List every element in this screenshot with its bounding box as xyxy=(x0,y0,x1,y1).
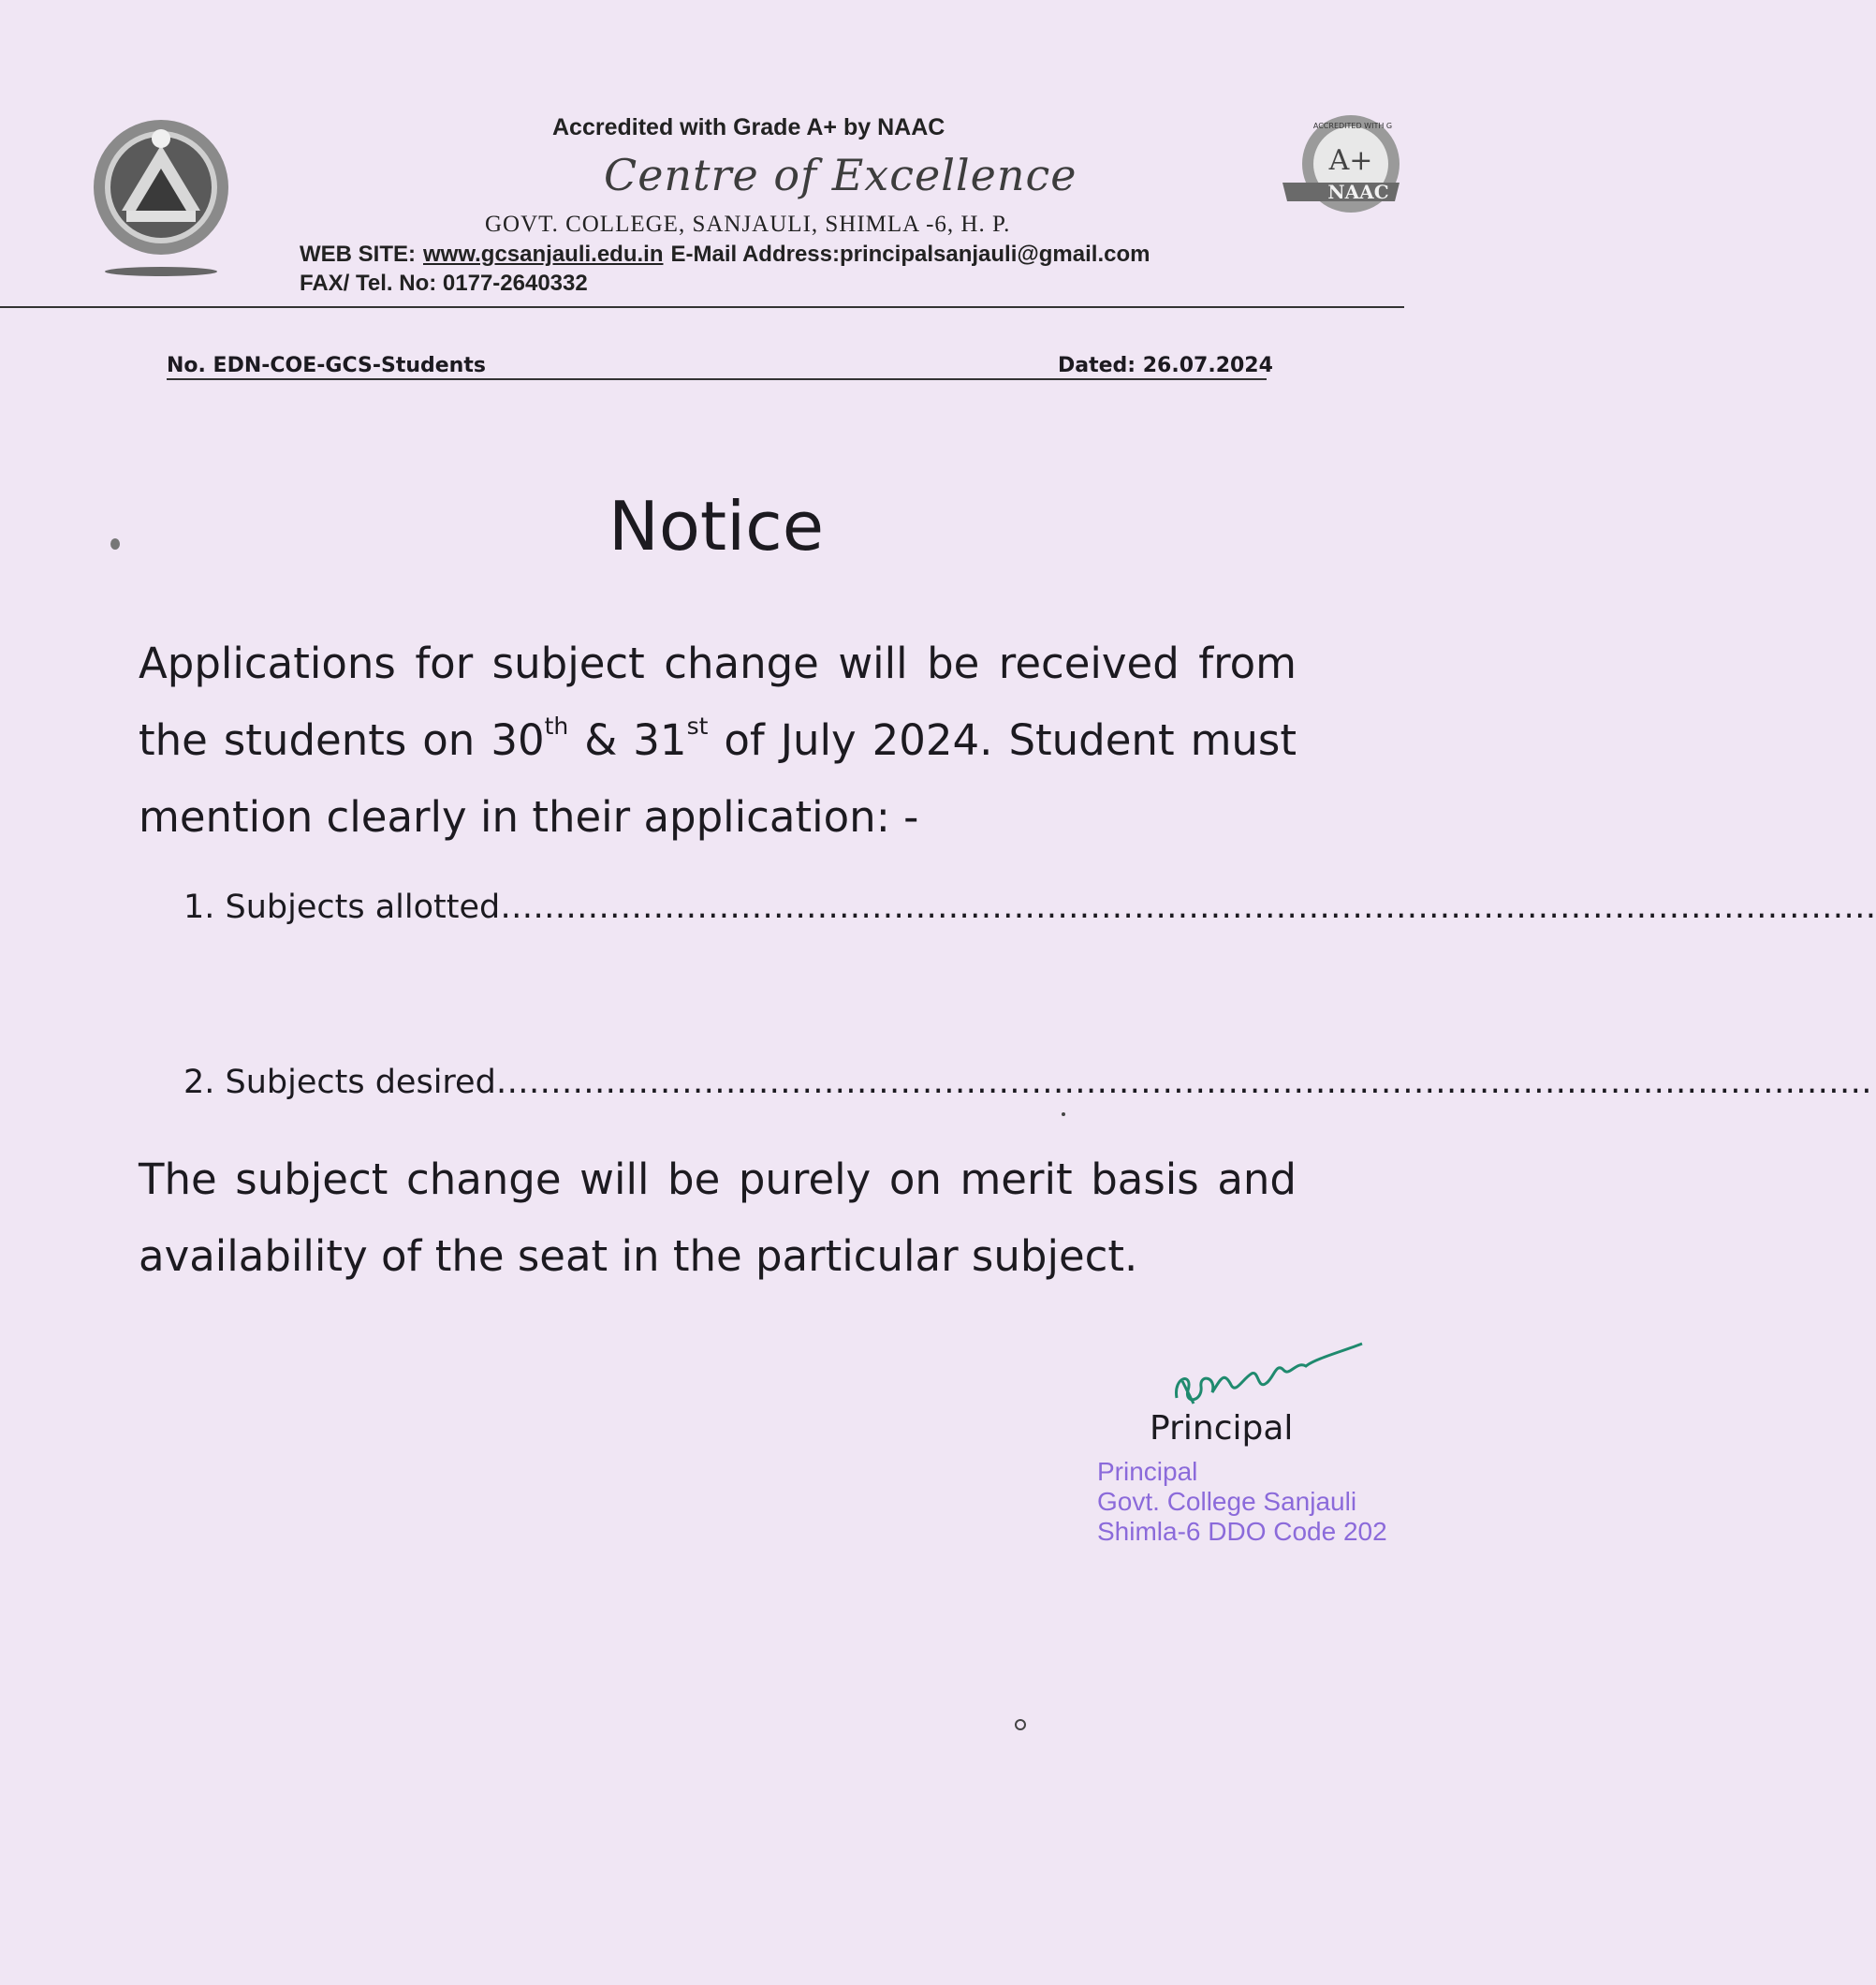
centre-title: Centre of Excellence xyxy=(604,150,1077,200)
stamp-line-1: Principal xyxy=(1097,1457,1198,1486)
naac-grade: A+ xyxy=(1328,144,1373,177)
website-link[interactable]: www.gcsanjauli.edu.in xyxy=(423,242,664,267)
contact-line xyxy=(300,242,1150,268)
stamp-line-2: Govt. College Sanjauli xyxy=(1097,1487,1357,1516)
reference-number: No. EDN-COE-GCS-Students xyxy=(167,354,486,377)
scan-speck xyxy=(1062,1112,1065,1116)
website-label: WEB SITE: xyxy=(300,242,416,267)
principal-label: Principal xyxy=(1150,1409,1294,1448)
scan-speck xyxy=(110,538,120,550)
fax-telephone: FAX/ Tel. No: 0177-2640332 xyxy=(300,271,588,296)
naac-ring-text: ACCREDITED WITH G xyxy=(1312,122,1393,130)
para1-text-a: Applications for subject change will be received from the students on 30 xyxy=(139,639,1297,765)
para1-superscript-2: st xyxy=(686,713,709,740)
para1-superscript-1: th xyxy=(544,713,569,740)
college-emblem-icon xyxy=(89,112,234,276)
college-address: GOVT. COLLEGE, SANJAULI, SHIMLA -6, H. P. xyxy=(485,212,1011,237)
header-divider xyxy=(0,306,1404,308)
notice-paragraph-1 xyxy=(139,625,1297,856)
principal-stamp xyxy=(1097,1457,1387,1547)
notice-date: Dated: 26.07.2024 xyxy=(1058,354,1273,377)
naac-name: NAAC xyxy=(1327,181,1389,203)
stamp-line-3: Shimla-6 DDO Code 202 xyxy=(1097,1517,1387,1546)
list-item-subjects-allotted: 1. Subjects allotted……………………………………………………………………………………………………………… xyxy=(183,889,1876,926)
signature-text: BBlogra xyxy=(1165,1325,1169,1326)
accreditation-line: Accredited with Grade A+ by NAAC xyxy=(552,114,945,140)
para1-text-c: of July 2024. Student must mention clearly in their application: - xyxy=(139,715,1297,842)
para1-text-b: & 31 xyxy=(568,715,687,765)
scan-speck xyxy=(1015,1719,1026,1730)
handwritten-signature-icon xyxy=(1165,1325,1367,1419)
reference-underline xyxy=(167,378,1267,380)
naac-seal-icon xyxy=(1278,108,1404,220)
email-address: E-Mail Address:principalsanjauli@gmail.com xyxy=(670,242,1151,267)
notice-paragraph-2: The subject change will be purely on merit basis and availability of the seat in the particular subject. xyxy=(139,1154,1297,1281)
notice-title: Notice xyxy=(608,487,825,566)
list-item-subjects-desired: 2. Subjects desired……………………………………………………………………………………………………………… xyxy=(183,1064,1872,1101)
